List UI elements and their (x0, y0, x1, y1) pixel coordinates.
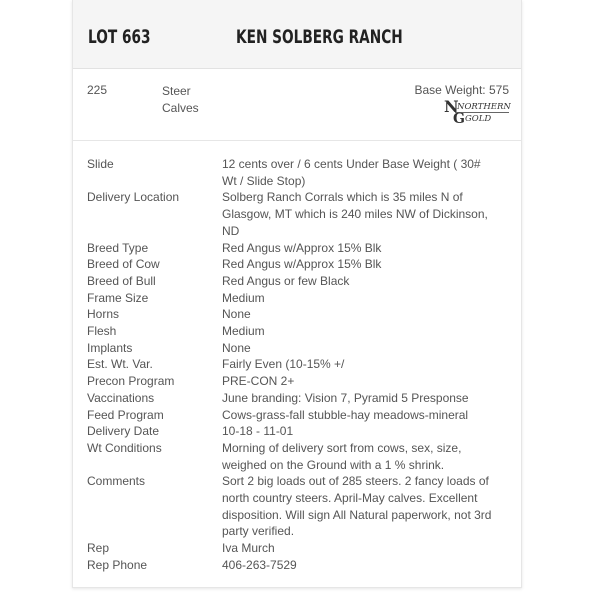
detail-row (73, 340, 521, 357)
detail-value: Solberg Ranch Corrals which is 35 miles N of Glasgow, MT which is 240 miles NW of Dickinson, ND (222, 190, 488, 238)
detail-row (73, 323, 521, 340)
detail-value: Red Angus w/Approx 15% Blk (222, 240, 382, 255)
lot-number: LOT 663 (88, 26, 151, 48)
detail-row (73, 156, 521, 189)
detail-label: Implants (87, 340, 133, 355)
detail-label: Delivery Location (87, 190, 180, 205)
detail-value: Red Angus w/Approx 15% Blk (222, 257, 382, 272)
detail-row (73, 256, 521, 273)
detail-row (73, 390, 521, 407)
lot-details (73, 156, 521, 574)
detail-value: Morning of delivery sort from cows, sex, size, weighed on the Ground with a 1 % shrink. (222, 440, 462, 472)
head-count: 225 (87, 83, 108, 97)
detail-row (73, 290, 521, 307)
svg-text:N: N (444, 98, 459, 116)
detail-value: None (222, 340, 251, 355)
detail-label: Precon Program (87, 374, 175, 389)
detail-label: Breed of Cow (87, 257, 160, 272)
lot-card (72, 0, 522, 588)
logo-text-top: NORTHERN (457, 102, 511, 112)
lot-summary (73, 69, 521, 141)
detail-value: 406-263-7529 (222, 557, 297, 572)
detail-row (73, 240, 521, 257)
detail-value: Cows-grass-fall stubble-hay meadows-mineral (222, 407, 469, 422)
svg-text:G: G (453, 111, 465, 124)
detail-row (73, 356, 521, 373)
lot-header (73, 0, 521, 69)
detail-row (73, 407, 521, 424)
detail-value: Sort 2 big loads out of 285 steers. 2 fancy loads of north country steers. April-May calves. Excellent disposition. Will sign All Natural paperwork, not 3rd party verified. (222, 474, 492, 539)
detail-label: Comments (87, 474, 146, 489)
detail-value: Medium (222, 290, 265, 305)
cattle-type: Steer Calves (162, 84, 199, 115)
detail-label: Breed of Bull (87, 273, 156, 288)
detail-row (73, 189, 521, 239)
detail-label: Vaccinations (87, 390, 155, 405)
logo-text-bottom: GOLD (465, 114, 492, 124)
detail-label: Flesh (87, 324, 117, 339)
detail-value: Red Angus or few Black (222, 273, 350, 288)
detail-row (73, 540, 521, 557)
detail-label: Breed Type (87, 240, 149, 255)
detail-value: Fairly Even (10-15% +/ (222, 357, 345, 372)
detail-label: Rep Phone (87, 557, 148, 572)
detail-row (73, 306, 521, 323)
detail-row (73, 423, 521, 440)
detail-row (73, 373, 521, 390)
detail-row (73, 557, 521, 574)
detail-label: Delivery Date (87, 424, 160, 439)
detail-label: Feed Program (87, 407, 164, 422)
detail-value: PRE-CON 2+ (222, 374, 295, 389)
detail-value: 12 cents over / 6 cents Under Base Weight ( 30# Wt / Slide Stop) (222, 157, 481, 188)
detail-label: Wt Conditions (87, 440, 162, 455)
detail-label: Est. Wt. Var. (87, 357, 153, 372)
detail-value: June branding: Vision 7, Pyramid 5 Presponse (222, 390, 469, 405)
detail-value: Medium (222, 324, 265, 339)
detail-value: Iva Murch (222, 541, 275, 556)
detail-label: Horns (87, 307, 120, 322)
detail-value: None (222, 307, 251, 322)
ranch-name: KEN SOLBERG RANCH (236, 26, 403, 48)
base-weight: Base Weight: 575 (414, 83, 509, 97)
detail-row (73, 473, 521, 540)
detail-value: 10-18 - 11-01 (222, 424, 294, 439)
northern-gold-logo (441, 98, 511, 124)
detail-label: Rep (87, 541, 110, 556)
detail-row (73, 273, 521, 290)
detail-row (73, 440, 521, 473)
detail-label: Slide (87, 157, 114, 171)
detail-label: Frame Size (87, 290, 149, 305)
